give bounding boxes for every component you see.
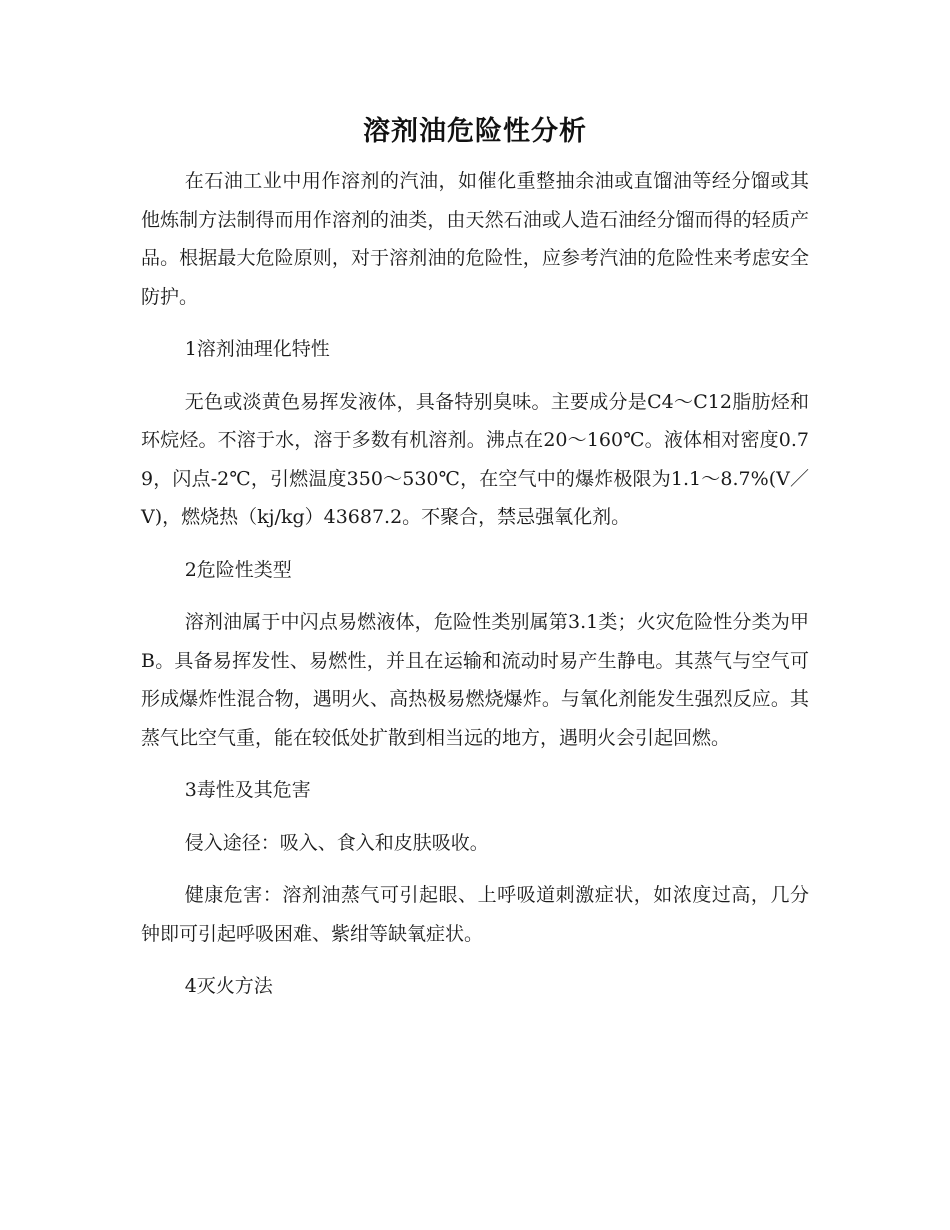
section-3-paragraph-2: 健康危害：溶剂油蒸气可引起眼、上呼吸道刺激症状，如浓度过高，几分钟即可引起呼吸困难、紫绀等缺氧症状。 bbox=[141, 884, 809, 945]
section-heading-2: 2危险性类型 bbox=[184, 558, 292, 581]
document-page bbox=[141, 110, 809, 1006]
section-3-paragraph-1: 侵入途径：吸入、食入和皮肤吸收。 bbox=[184, 831, 489, 854]
section-heading-1: 1溶剂油理化特性 bbox=[184, 338, 330, 360]
section-2-paragraph-1: 溶剂油属于中闪点易燃液体，危险性类别属第3.1类；火灾危险性分类为甲B。具备易挥发性、易燃性，并且在运输和流动时易产生静电。其蒸气与空气可形成爆炸性混合物，遇明火、高热极易燃烧爆炸。与氧化剂能发生强烈反应。其蒸气比空气重，能在较低处扩散到相当远的地方，遇明火会引起回燃。 bbox=[141, 611, 809, 749]
section-heading-3: 3毒性及其危害 bbox=[184, 779, 311, 801]
section-heading-4: 4灭火方法 bbox=[184, 975, 273, 997]
section-1-paragraph-1: 无色或淡黄色易挥发液体，具备特别臭味。主要成分是C4～C12脂肪烃和环烷烃。不溶于水，溶于多数有机溶剂。沸点在20～160℃。液体相对密度0.79，闪点-2℃，引燃温度350～530℃，在空气中的爆炸极限为1.1～8.7%(V／V)，燃烧热（kj/kg）43687.2。不聚合，禁忌强氧化剂。 bbox=[141, 390, 809, 528]
intro-paragraph: 在石油工业中用作溶剂的汽油，如催化重整抽余油或直馏油等经分馏或其他炼制方法制得而用作溶剂的油类，由天然石油或人造石油经分馏而得的轻质产品。根据最大危险原则，对于溶剂油的危险性，应参考汽油的危险性来考虑安全防护。 bbox=[141, 170, 809, 308]
document-title: 溶剂油危险性分析 bbox=[363, 116, 587, 147]
